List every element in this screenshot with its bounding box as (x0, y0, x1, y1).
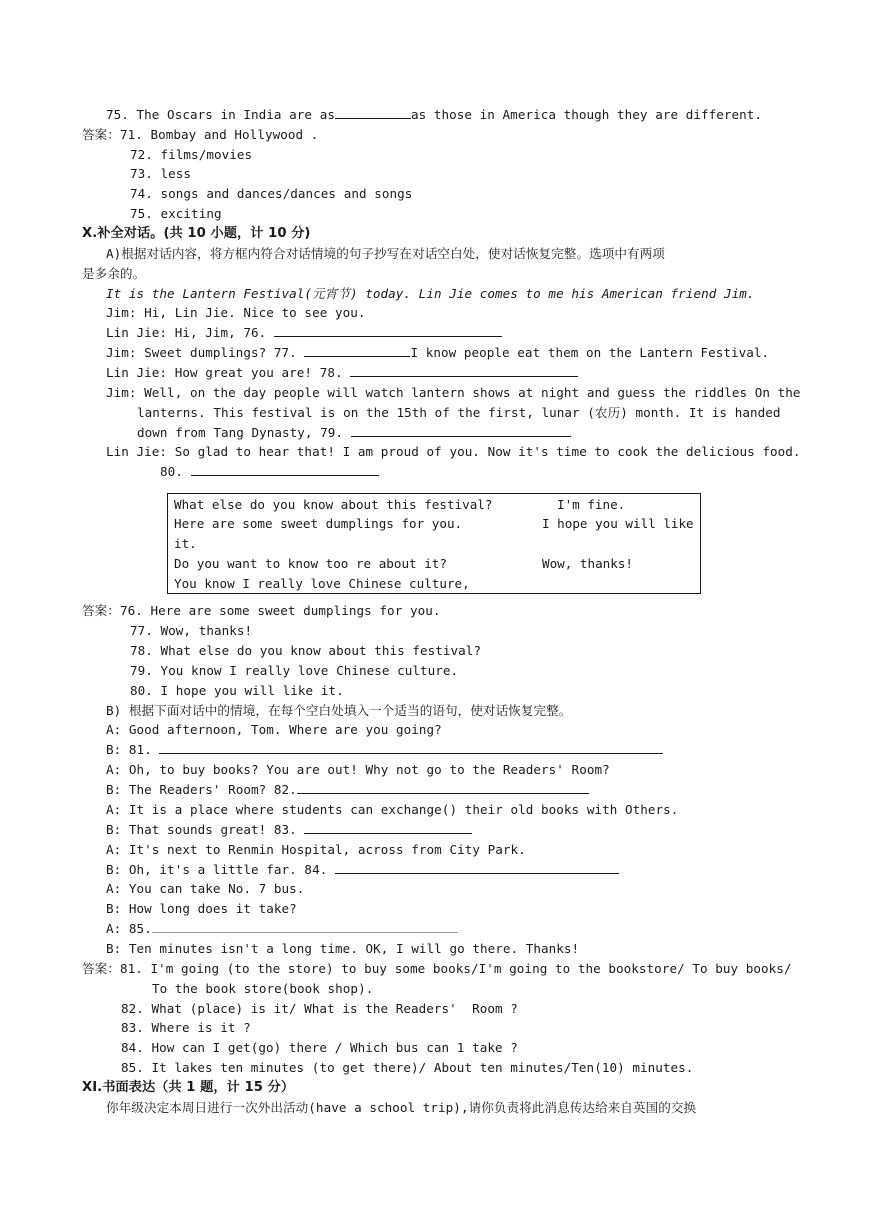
dialogue-line-85 (106, 919, 458, 939)
options-box (167, 493, 701, 594)
answer-71: 71. Bombay and Hollywood . (119, 127, 319, 142)
dialogue-line-79 (137, 423, 571, 443)
dialogue-line-77 (106, 343, 769, 363)
question-75-text: 75. The Oscars in India are as (106, 107, 335, 122)
answer-76: 76. Here are some sweet dumplings for you. (119, 603, 441, 618)
option-item: Here are some sweet dumplings for you. (174, 516, 463, 531)
dialogue-text: B: That sounds great! 83. (106, 822, 297, 837)
answer-blank-77 (304, 343, 410, 357)
answer-77: 77. Wow, thanks! (130, 623, 253, 638)
dialogue-line-81 (106, 740, 663, 760)
dialogue-line-cont: lanterns. This festival is on the 15th of the first, lunar (农历) month. It is handed (137, 405, 781, 420)
dialogue-line: A: Oh, to buy books? You are out! Why not go to the Readers' Room? (106, 762, 610, 777)
dialogue-intro: It is the Lantern Festival(元宵节) today. Lin Jie comes to me his American friend Jim. (106, 286, 755, 301)
dialogue-text: 80. (160, 464, 183, 479)
answer-line-81 (82, 959, 792, 979)
dialogue-line: A: You can take No. 7 bus. (106, 881, 305, 896)
answer-75: 75. exciting (130, 206, 222, 221)
option-item: I'm fine. (557, 497, 626, 512)
option-item: What else do you know about this festival? (174, 497, 493, 512)
dialogue-line: Jim: Well, on the day people will watch lantern shows at night and guess the riddles On the (106, 385, 801, 400)
dialogue-text: Lin Jie: How great you are! 78. (106, 365, 343, 380)
dialogue-text-end: I know people eat them on the Lantern Festival. (410, 345, 770, 360)
answer-72: 72. films/movies (130, 147, 253, 162)
dialogue-line: Lin Jie: So glad to hear that! I am proud of you. Now it's time to cook the delicious food. (106, 444, 801, 459)
dialogue-text: down from Tang Dynasty, 79. (137, 425, 344, 440)
dialogue-line: B: How long does it take? (106, 901, 297, 916)
answer-blank-78 (350, 363, 578, 377)
answer-blank-81 (159, 740, 663, 754)
dialogue-line-82 (106, 780, 589, 800)
answer-82: 82. What (place) is it/ What is the Readers' Room ? (121, 1001, 518, 1016)
part-a-instructions: A)根据对话内容，将方框内符合对话情境的句子抄写在对话空白处，使对话恢复完整。选项中有两项 (106, 246, 665, 261)
question-75-text-end: as those in America though they are different. (410, 107, 763, 122)
answer-blank-80 (191, 462, 379, 476)
answer-label: 答案： (82, 603, 120, 618)
answer-blank-75 (335, 105, 411, 119)
answer-80: 80. I hope you will like it. (130, 683, 344, 698)
option-item: I hope you will like (542, 516, 694, 531)
option-item: Do you want to know too re about it? (174, 556, 447, 571)
dialogue-text: A: 85. (106, 921, 152, 936)
section-xi-heading: XI.书面表达（共 1 题，计 15 分） (82, 1080, 295, 1095)
answer-blank-79 (351, 423, 571, 437)
option-item-cont: it. (174, 536, 197, 551)
answer-blank-85 (152, 919, 458, 933)
dialogue-text: Jim: Sweet dumplings? 77. (106, 345, 297, 360)
answer-blank-82 (297, 780, 589, 794)
dialogue-line-78 (106, 363, 578, 383)
dialogue-text: B: The Readers' Room? 82. (106, 782, 297, 797)
question-75 (106, 105, 762, 125)
dialogue-line-80 (160, 462, 379, 482)
section-x-heading: X.补全对话。(共 10 小题，计 10 分) (82, 226, 311, 241)
answer-line-71 (82, 125, 318, 145)
writing-prompt: 你年级决定本周日进行一次外出活动(have a school trip),请你负责将此消息传达给来自英国的交换 (106, 1100, 697, 1115)
answer-81: 81. I'm going (to the store) to buy some books/I'm going to the bookstore/ To buy books/ (119, 961, 792, 976)
answer-blank-83 (304, 820, 472, 834)
answer-84: 84. How can I get(go) there / Which bus can 1 take ? (121, 1040, 518, 1055)
answer-81-cont: To the book store(book shop). (152, 981, 374, 996)
option-item: Wow, thanks! (542, 556, 633, 571)
option-item: You know I really love Chinese culture, (174, 576, 470, 591)
dialogue-line: A: It's next to Renmin Hospital, across from City Park. (106, 842, 526, 857)
answer-blank-84 (335, 860, 619, 874)
dialogue-line: B: Ten minutes isn't a long time. OK, I will go there. Thanks! (106, 941, 580, 956)
answer-73: 73. less (130, 166, 192, 181)
dialogue-line-83 (106, 820, 472, 840)
dialogue-line-76 (106, 323, 502, 343)
answer-label: 答案： (82, 127, 120, 142)
dialogue-text: Lin Jie: Hi, Jim, 76. (106, 325, 267, 340)
answer-line-76 (82, 601, 440, 621)
dialogue-line: Jim: Hi, Lin Jie. Nice to see you. (106, 305, 366, 320)
answer-83: 83. Where is it ? (121, 1020, 251, 1035)
answer-85: 85. It lakes ten minutes (to get there)/ About ten minutes/Ten(10) minutes. (121, 1060, 694, 1075)
dialogue-text: B: 81. (106, 742, 152, 757)
dialogue-line-84 (106, 860, 619, 880)
answer-blank-76 (274, 323, 502, 337)
answer-label: 答案： (82, 961, 120, 976)
answer-79: 79. You know I really love Chinese culture. (130, 663, 459, 678)
answer-78: 78. What else do you know about this festival? (130, 643, 482, 658)
dialogue-line: A: It is a place where students can exchange() their old books with Others. (106, 802, 679, 817)
dialogue-text: B: Oh, it's a little far. 84. (106, 862, 328, 877)
part-a-instructions-cont: 是多余的。 (82, 266, 146, 281)
dialogue-line: A: Good afternoon, Tom. Where are you going? (106, 722, 442, 737)
answer-74: 74. songs and dances/dances and songs (130, 186, 413, 201)
part-b-instructions: B) 根据下面对话中的情境，在每个空白处填入一个适当的语句，使对话恢复完整。 (106, 703, 572, 718)
